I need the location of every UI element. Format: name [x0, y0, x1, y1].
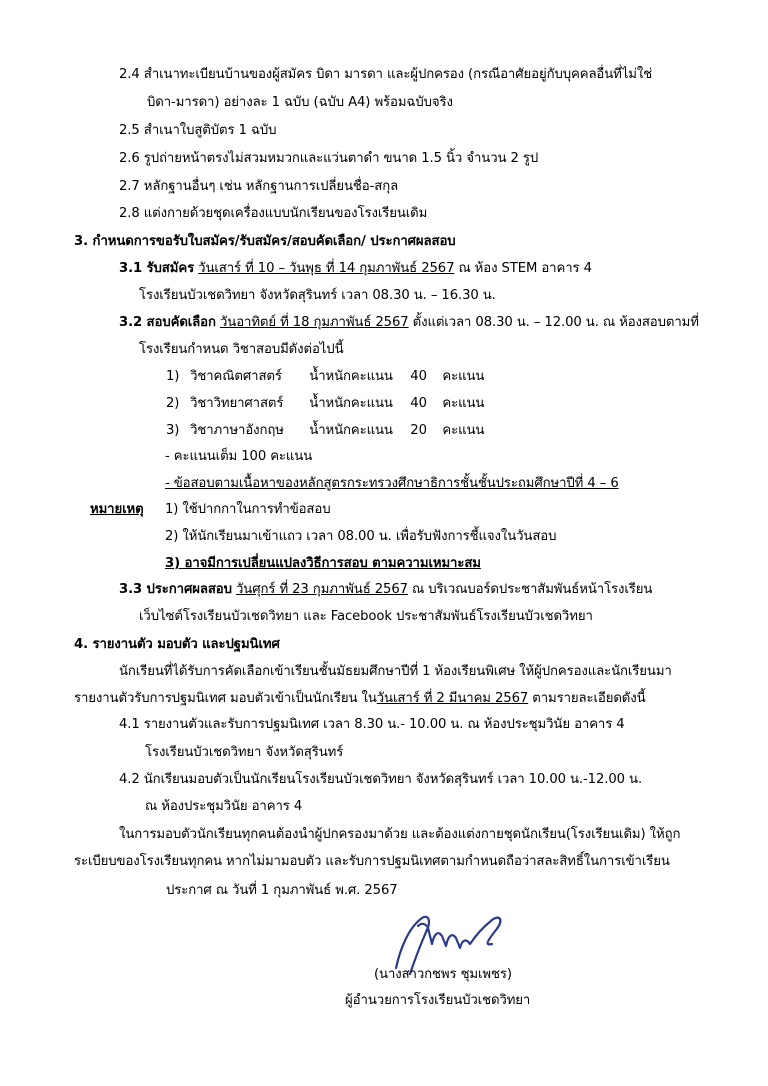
subject-3-weight-label: น้ำหนักคะแนน [309, 423, 393, 438]
subject-row-1 [166, 368, 484, 386]
signer-title: ผู้อำนวยการโรงเรียนบัวเชดวิทยา [345, 993, 531, 1008]
subject-1-unit: คะแนน [442, 369, 485, 384]
remark-2: 2) ให้นักเรียนมาเข้าแถว เวลา 08.00 น. เพื่อรับฟังการชี้แจงในวันสอบ [165, 529, 557, 544]
signer-name: (นางสาวกชพร ชุมเพชร) [374, 967, 512, 982]
section-4-paragraph-text: รายงานตัวรับการปฐมนิเทศ มอบตัวเข้าเป็นนักเรียน ใน [74, 691, 377, 706]
requirement-2-8: 2.8 แต่งกายด้วยชุดเครื่องแบบนักเรียนของโรงเรียนเดิม [119, 206, 428, 221]
section-3-1-date: วันเสาร์ ที่ 10 – วันพุธ ที่ 14 กุมภาพันธ์ 2567 [198, 261, 455, 276]
subject-2-number: 2) [166, 396, 180, 411]
subject-row-2 [166, 395, 484, 413]
closing-paragraph-line1: ในการมอบตัวนักเรียนทุกคนต้องนำผู้ปกครองมาด้วย และต้องแต่งกายชุดนักเรียน(โรงเรียนเดิม) ให้ถูก [119, 827, 681, 842]
section-4-2-line1: 4.2 นักเรียนมอบตัวเป็นนักเรียนโรงเรียนบัวเชดวิทยา จังหวัดสุรินทร์ เวลา 10.00 น.-12.00 น. [119, 772, 643, 787]
subject-row-3 [166, 422, 484, 440]
requirement-2-5: 2.5 สำเนาใบสูติบัตร 1 ฉบับ [119, 123, 277, 138]
requirement-2-6: 2.6 รูปถ่ายหน้าตรงไม่สวมหมวกและแว่นตาดำ ขนาด 1.5 นิ้ว จำนวน 2 รูป [119, 151, 539, 166]
subject-2-score: 40 [410, 396, 427, 411]
section-4-paragraph-tail: ตามรายละเอียดดังนี้ [532, 691, 646, 706]
section-4-1-line1: 4.1 รายงานตัวและรับการปฐมนิเทศ เวลา 8.30 น.- 10.00 น. ณ ห้องประชุมวินัย อาคาร 4 [119, 717, 625, 732]
section-3-2-date: วันอาทิตย์ ที่ 18 กุมภาพันธ์ 2567 [219, 315, 409, 330]
section-3-2-line1 [119, 314, 699, 332]
subject-1-weight-label: น้ำหนักคะแนน [309, 369, 393, 384]
section-3-2-rest: ตั้งแต่เวลา 08.30 น. – 12.00 น. ณ ห้องสอบตามที่ [412, 315, 699, 330]
section-4-heading: 4. รายงานตัว มอบตัว และปฐมนิเทศ [74, 637, 280, 652]
section-3-1-label: 3.1 รับสมัคร [119, 261, 195, 276]
requirement-2-7: 2.7 หลักฐานอื่นๆ เช่น หลักฐานการเปลี่ยนชื่อ-สกุล [119, 179, 399, 194]
remark-1: 1) ใช้ปากกาในการทำข้อสอบ [165, 502, 331, 517]
section-4-paragraph-line1: นักเรียนที่ได้รับการคัดเลือกเข้าเรียนชั้นมัธยมศึกษาปีที่ 1 ห้องเรียนพิเศษ ให้ผู้ปกครองและนักเรียนมา [119, 664, 672, 679]
section-3-2-line2: โรงเรียนกำหนด วิชาสอบมีดังต่อไปนี้ [139, 342, 344, 357]
section-3-1-rest: ณ ห้อง STEM อาคาร 4 [458, 261, 592, 276]
full-score-note: - คะแนนเต็ม 100 คะแนน [165, 449, 313, 464]
subject-3-number: 3) [166, 423, 180, 438]
subject-3-unit: คะแนน [442, 423, 485, 438]
subject-1-score: 40 [410, 369, 427, 384]
section-3-3-line1 [119, 581, 652, 599]
remark-3: 3) อาจมีการเปลี่ยนแปลงวิธีการสอบ ตามความเหมาะสม [165, 556, 481, 571]
closing-paragraph-line2: ระเบียบของโรงเรียนทุกคน หากไม่มามอบตัว และรับการปฐมนิเทศตามกำหนดถือว่าสละสิทธิ์ในการเข้าเรียน [74, 854, 670, 869]
section-3-3-line2: เว็บไซต์โรงเรียนบัวเชดวิทยา และ Facebook ประชาสัมพันธ์โรงเรียนบัวเชดวิทยา [139, 609, 593, 624]
exam-content-note: - ข้อสอบตามเนื้อหาของหลักสูตรกระทรวงศึกษาธิการชั้นชั้นประถมศึกษาปีที่ 4 – 6 [165, 476, 619, 491]
section-4-2-line2: ณ ห้องประชุมวินัย อาคาร 4 [145, 799, 303, 814]
requirement-2-4-line2: บิดา-มารดา) อย่างละ 1 ฉบับ (ฉบับ A4) พร้อมฉบับจริง [147, 95, 453, 110]
section-3-2-label: 3.2 สอบคัดเลือก [119, 315, 216, 330]
requirement-2-4-line1: 2.4 สำเนาทะเบียนบ้านของผู้สมัคร บิดา มารดา และผู้ปกครอง (กรณีอาศัยอยู่กับบุคคลอื่นที่ไม่ใช่ [119, 67, 653, 82]
section-3-3-rest: ณ บริเวณบอร์ดประชาสัมพันธ์หน้าโรงเรียน [412, 582, 653, 597]
announcement-date: ประกาศ ณ วันที่ 1 กุมภาพันธ์ พ.ศ. 2567 [166, 883, 398, 898]
subject-3-name: วิชาภาษาอังกฤษ [190, 423, 284, 438]
subject-2-unit: คะแนน [442, 396, 485, 411]
subject-2-name: วิชาวิทยาศาสตร์ [190, 396, 284, 411]
section-4-paragraph-line2 [74, 690, 646, 708]
subject-1-name: วิชาคณิตศาสตร์ [190, 369, 282, 384]
section-3-3-date: วันศุกร์ ที่ 23 กุมภาพันธ์ 2567 [236, 582, 408, 597]
remark-label: หมายเหตุ [90, 502, 144, 517]
subject-1-number: 1) [166, 369, 180, 384]
section-3-1-line2: โรงเรียนบัวเชดวิทยา จังหวัดสุรินทร์ เวลา 08.30 น. – 16.30 น. [139, 288, 496, 303]
section-3-3-label: 3.3 ประกาศผลสอบ [119, 582, 232, 597]
subject-2-weight-label: น้ำหนักคะแนน [309, 396, 393, 411]
subject-3-score: 20 [410, 423, 427, 438]
section-3-heading: 3. กำหนดการขอรับใบสมัคร/รับสมัคร/สอบคัดเลือก/ ประกาศผลสอบ [74, 234, 456, 249]
section-3-1-line1 [119, 260, 592, 278]
report-date: วันเสาร์ ที่ 2 มีนาคม 2567 [376, 691, 529, 706]
section-4-1-line2: โรงเรียนบัวเชดวิทยา จังหวัดสุรินทร์ [145, 745, 344, 760]
